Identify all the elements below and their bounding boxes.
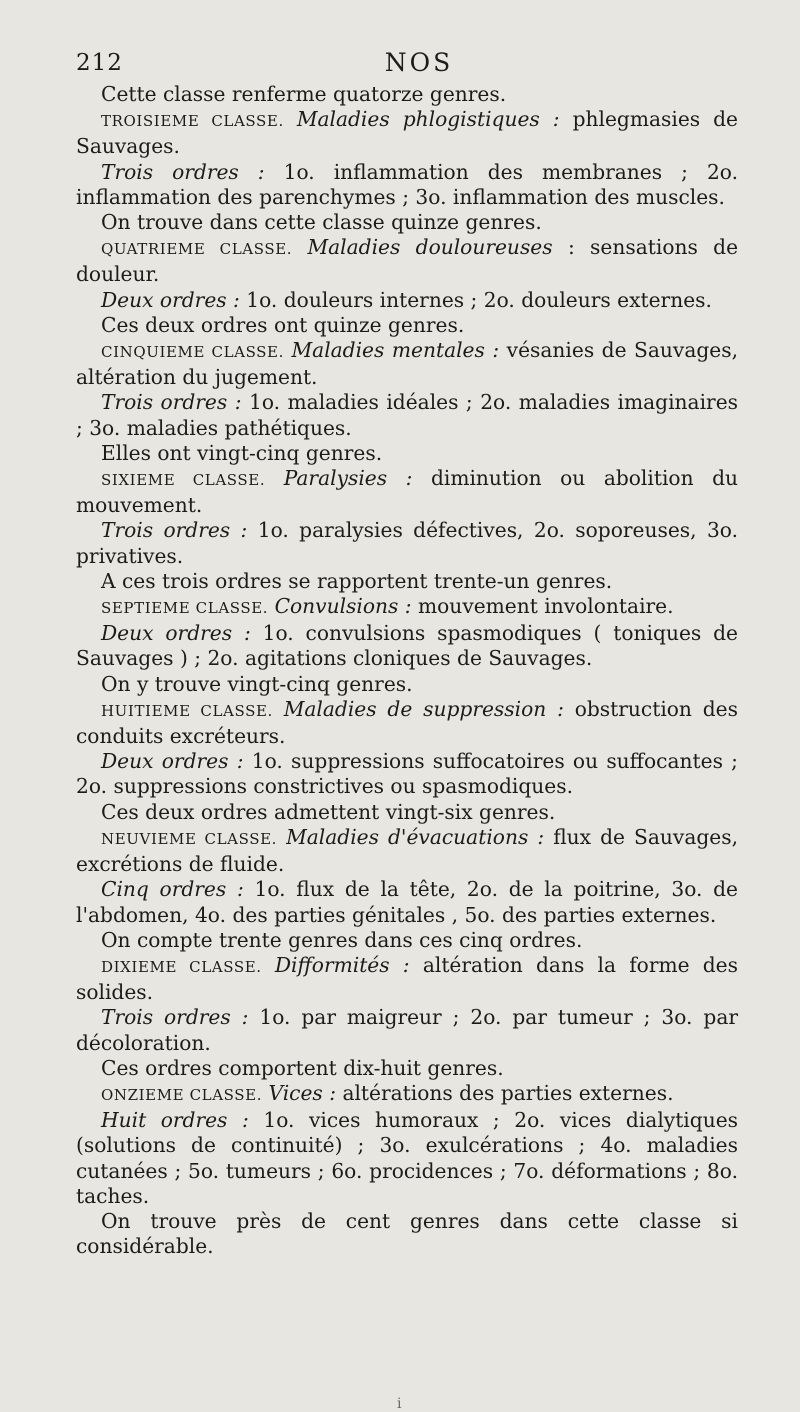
paragraph-text: 1o. flux de la tête, 2o. de la poitrine, 3o. de l'abdomen, 4o. des parties génitales , 5o. des parties externes. (76, 877, 739, 927)
paragraph (76, 390, 738, 440)
paragraph-text: Ces ordres comportent dix-huit genres. (101, 1055, 504, 1080)
paragraph (76, 82, 738, 107)
class-heading: SEPTIEME CLASSE. (101, 599, 269, 618)
paragraph (76, 594, 738, 621)
paragraph-text: diminution ou abolition du mouvement. (76, 466, 738, 518)
paragraph (76, 441, 738, 466)
paragraph (76, 877, 738, 927)
paragraph-text: 1o. par maigreur ; 2o. par tumeur ; 3o. par décoloration. (76, 1005, 739, 1055)
paragraph-text: phlegmasies de Sauvages. (76, 107, 738, 159)
italic-title: Trois ordres : (101, 518, 248, 543)
class-heading: NEUVIEME CLASSE. (101, 829, 278, 848)
italic-title: Deux ordres : (101, 621, 251, 646)
paragraph-text: Ces deux ordres ont quinze genres. (101, 312, 465, 337)
class-heading: TROISIEME CLASSE. (101, 112, 284, 131)
page-header (76, 50, 762, 80)
paragraph-text: obstruction des conduits excréteurs. (76, 696, 738, 749)
paragraph (76, 107, 738, 159)
paragraph (76, 1005, 738, 1055)
class-heading: DIXIEME CLASSE. (101, 957, 262, 976)
italic-title: Maladies mentales : (291, 338, 500, 363)
paragraph (76, 518, 738, 568)
italic-title: Deux ordres : (101, 749, 244, 774)
paragraph (76, 210, 738, 235)
paragraph (76, 953, 738, 1005)
paragraph (76, 313, 738, 338)
paragraph (76, 466, 738, 518)
page-number: 212 (76, 50, 123, 76)
italic-title: Cinq ordres : (101, 877, 244, 902)
class-heading: SIXIEME CLASSE. (101, 471, 266, 490)
italic-title: Trois ordres : (101, 159, 265, 184)
italic-title: Convulsions : (274, 594, 412, 619)
paragraph-text: On y trouve vingt-cinq genres. (101, 671, 413, 696)
paragraph (76, 928, 738, 953)
paragraph (76, 800, 738, 825)
paragraph (76, 749, 738, 799)
paragraph-text: On compte trente genres dans ces cinq ordres. (101, 927, 583, 952)
paragraph (76, 1108, 738, 1209)
paragraph-text: On trouve dans cette classe quinze genres. (101, 210, 542, 235)
italic-title: Maladies de suppression : (283, 696, 564, 721)
paragraph-text: 1o. convulsions spasmodiques ( toniques de Sauvages ) ; 2o. agitations cloniques de Sauvages. (76, 621, 738, 671)
paragraph-text: A ces trois ordres se rapportent trente-un genres. (101, 568, 613, 593)
page-body (76, 82, 738, 1259)
paragraph-text: On trouve près de cent genres dans cette classe si considérable. (76, 1208, 738, 1259)
paragraph (76, 697, 738, 749)
paragraph-text: altérations des parties externes. (342, 1080, 674, 1105)
paragraph-text: mouvement involontaire. (418, 594, 674, 619)
class-heading: ONZIEME CLASSE. (101, 1085, 263, 1104)
italic-title: Trois ordres : (101, 390, 242, 415)
italic-title: Difformités : (274, 952, 410, 977)
paragraph-text: Elles ont vingt-cinq genres. (101, 440, 383, 465)
class-heading: HUITIEME CLASSE. (101, 701, 273, 720)
italic-title: Trois ordres : (101, 1005, 249, 1030)
paragraph-text: Ces deux ordres admettent vingt-six genres. (101, 799, 556, 824)
class-heading: QUATRIEME CLASSE. (101, 240, 293, 259)
bottom-ornament: ⅰ (397, 1396, 402, 1412)
paragraph (76, 235, 738, 287)
italic-title: Vices : (268, 1080, 337, 1105)
paragraph-text: altération dans la forme des solides. (76, 952, 738, 1005)
running-head: NOS (384, 48, 454, 77)
paragraph (76, 621, 738, 671)
italic-title: Deux ordres : (101, 287, 240, 312)
paragraph (76, 569, 738, 594)
italic-title: Paralysies : (283, 466, 413, 491)
class-heading: CINQUIEME CLASSE. (101, 343, 284, 362)
paragraph-text: flux de Sauvages, excrétions de fluide. (76, 824, 738, 877)
paragraph-text: 1o. vices humoraux ; 2o. vices dialytiques (solutions de continuité) ; 3o. exulcérations ; 4o. maladies cutanées ; 5o. tumeurs ; 6o. procidences ; 7o. déformations ; 8o. taches. (76, 1108, 738, 1208)
paragraph-text: 1o. paralysies défectives, 2o. soporeuses, 3o. privatives. (76, 518, 739, 568)
paragraph-text: 1o. suppressions suffocatoires ou suffocantes ; 2o. suppressions constrictives ou spasmodiques. (76, 749, 738, 799)
paragraph (76, 288, 738, 313)
paragraph (76, 1081, 738, 1108)
paragraph-text: : sensations de douleur. (76, 235, 739, 287)
paragraph (76, 1056, 738, 1081)
paragraph-text: 1o. inflammation des membranes ; 2o. inflammation des parenchymes ; 3o. inflammation des muscles. (76, 159, 739, 209)
italic-title: Maladies phlogistiques : (296, 107, 560, 132)
paragraph (76, 825, 738, 877)
italic-title: Maladies douloureuses (307, 235, 553, 260)
paragraph (76, 338, 738, 390)
italic-title: Maladies d'évacuations : (286, 824, 545, 849)
paragraph (76, 1209, 738, 1259)
paragraph (76, 672, 738, 697)
italic-title: Huit ordres : (101, 1108, 249, 1133)
paragraph (76, 160, 738, 210)
paragraph-text: vésanies de Sauvages, altération du jugement. (76, 338, 738, 390)
paragraph-text: Cette classe renferme quatorze genres. (101, 82, 507, 106)
paragraph-text: 1o. douleurs internes ; 2o. douleurs externes. (246, 287, 712, 312)
paragraph-text: 1o. maladies idéales ; 2o. maladies imaginaires ; 3o. maladies pathétiques. (76, 390, 739, 440)
